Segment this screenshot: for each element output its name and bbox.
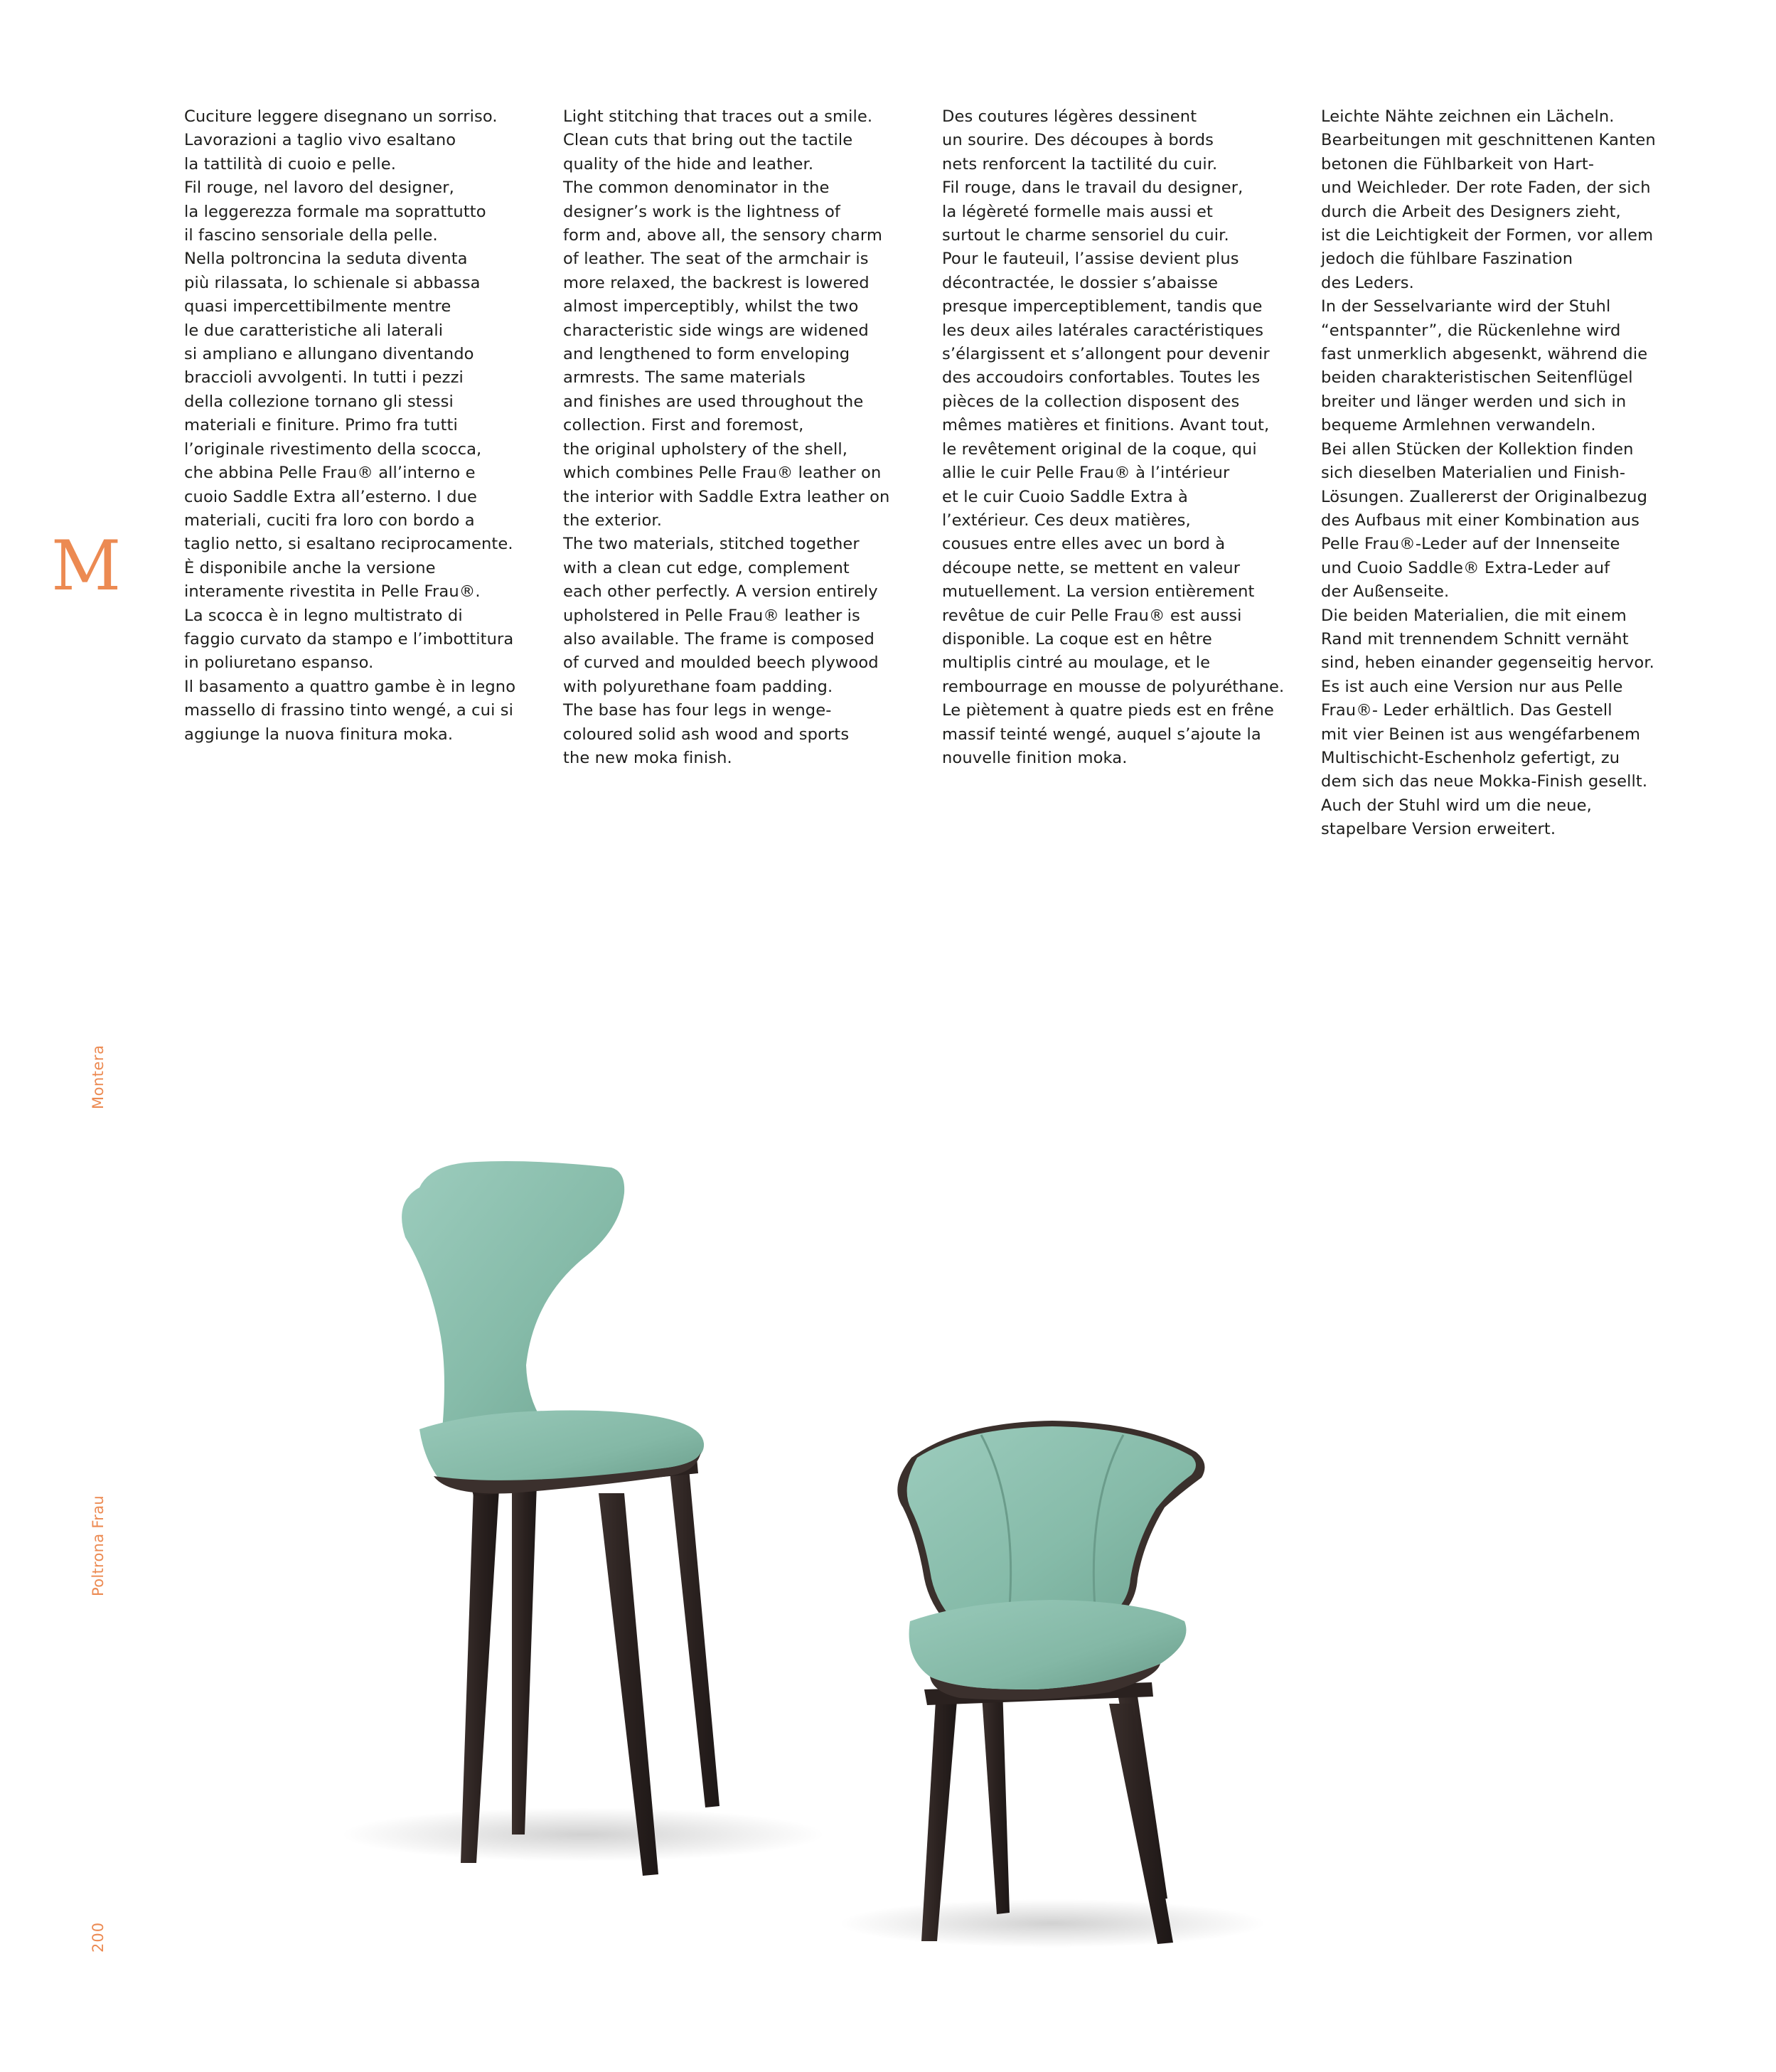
- text-line: of curved and moulded beech plywood: [563, 653, 879, 673]
- text-line: der Außenseite.: [1321, 582, 1450, 602]
- text-line: Nella poltroncina la seduta diventa: [184, 250, 468, 269]
- text-line: des Aufbaus mit einer Kombination aus: [1321, 511, 1639, 530]
- text-line: che abbina Pelle Frau® all’interno e: [184, 464, 476, 483]
- text-line: quality of the hide and leather.: [563, 154, 814, 173]
- text-line: the exterior.: [563, 511, 662, 530]
- text-line: durch die Arbeit des Designers zieht,: [1321, 202, 1621, 221]
- text-line: the new moka finish.: [563, 748, 732, 767]
- text-line: Des coutures légères dessinent: [942, 107, 1197, 126]
- text-line: breiter und länger werden und sich in: [1321, 392, 1627, 411]
- text-line: surtout le charme sensoriel du cuir.: [942, 226, 1229, 245]
- text-line: Lavorazioni a taglio vivo esaltano: [184, 131, 456, 150]
- text-line: découpe nette, se mettent en valeur: [942, 558, 1241, 577]
- text-line: più rilassata, lo schienale si abbassa: [184, 273, 481, 292]
- chair-leg: [461, 1488, 499, 1863]
- text-line: mit vier Beinen ist aus wengéfarbenem: [1321, 725, 1641, 744]
- text-line: which combines Pelle Frau® leather on: [563, 464, 882, 483]
- text-line: le revêtement original de la coque, qui: [942, 439, 1257, 459]
- text-line: presque imperceptiblement, tandis que: [942, 297, 1263, 316]
- text-line: Rand mit trennendem Schnitt vernäht: [1321, 629, 1629, 648]
- text-line: massif teinté wengé, auquel s’ajoute la: [942, 725, 1261, 744]
- text-line: with a clean cut edge, complement: [563, 558, 850, 577]
- text-line: and finishes are used throughout the: [563, 392, 864, 411]
- text-line: il fascino sensoriale della pelle.: [184, 226, 438, 245]
- text-line: Die beiden Materialien, die mit einem: [1321, 606, 1627, 625]
- text-line: les deux ailes latérales caractéristiques: [942, 321, 1264, 340]
- italian-text-column: [184, 105, 534, 747]
- text-line: La scocca è in legno multistrato di: [184, 606, 463, 625]
- text-line: quasi impercettibilmente mentre: [184, 297, 451, 316]
- collection-name-label: Montera: [90, 1045, 107, 1109]
- text-line: In der Sesselvariante wird der Stuhl: [1321, 297, 1611, 316]
- text-line: sich dieselben Materialien und Finish-: [1321, 464, 1626, 483]
- text-line: “entspannter”, die Rückenlehne wird: [1321, 321, 1621, 340]
- french-text-column: [942, 105, 1292, 770]
- text-line: ist die Leichtigkeit der Formen, vor allem: [1321, 226, 1654, 245]
- text-line: taglio netto, si esaltano reciprocamente.: [184, 535, 513, 554]
- text-line: des accoudoirs confortables. Toutes les: [942, 368, 1261, 388]
- text-line: form and, above all, the sensory charm: [563, 226, 882, 245]
- text-line: upholstered in Pelle Frau® leather is: [563, 606, 860, 625]
- text-line: revêtue de cuir Pelle Frau® est aussi: [942, 606, 1242, 625]
- brand-name-label: Poltrona Frau: [90, 1495, 107, 1596]
- text-line: of leather. The seat of the armchair is: [563, 250, 869, 269]
- text-line: Clean cuts that bring out the tactile: [563, 131, 853, 150]
- text-line: Le piètement à quatre pieds est en frêne: [942, 701, 1274, 720]
- text-line: in poliuretano espanso.: [184, 653, 374, 673]
- text-line: fast unmerklich abgesenkt, während die: [1321, 345, 1648, 364]
- text-line: allie le cuir Pelle Frau® à l’intérieur: [942, 464, 1230, 483]
- text-line: sind, heben einander gegenseitig hervor.: [1321, 653, 1654, 673]
- text-line: si ampliano e allungano diventando: [184, 345, 474, 364]
- text-line: Bei allen Stücken der Kollektion finden: [1321, 439, 1634, 459]
- armchair-leg: [981, 1685, 1010, 1914]
- text-line: nets renforcent la tactilité du cuir.: [942, 154, 1218, 173]
- text-line: mutuellement. La version entièrement: [942, 582, 1255, 602]
- text-line: und Weichleder. Der rote Faden, der sich: [1321, 178, 1651, 198]
- text-line: Lösungen. Zuallererst der Originalbezug: [1321, 487, 1648, 506]
- product-photo: [299, 1123, 1521, 1955]
- text-line: faggio curvato da stampo e l’imbottitura: [184, 629, 514, 648]
- text-line: interamente rivestita in Pelle Frau®.: [184, 582, 481, 602]
- text-line: stapelbare Version erweitert.: [1321, 820, 1556, 839]
- text-line: È disponibile anche la versione: [184, 558, 436, 577]
- text-line: un sourire. Des découpes à bords: [942, 131, 1214, 150]
- text-line: della collezione tornano gli stessi: [184, 392, 454, 411]
- text-line: collection. First and foremost,: [563, 416, 804, 435]
- text-line: The base has four legs in wenge-: [563, 701, 832, 720]
- text-line: bequeme Armlehnen verwandeln.: [1321, 416, 1596, 435]
- text-line: s’élargissent et s’allongent pour devenir: [942, 345, 1270, 364]
- text-line: each other perfectly. A version entirely: [563, 582, 878, 602]
- text-line: und Cuoio Saddle® Extra-Leder auf: [1321, 558, 1610, 577]
- text-line: designer’s work is the lightness of: [563, 202, 840, 221]
- english-text-column: [563, 105, 913, 770]
- text-line: coloured solid ash wood and sports: [563, 725, 850, 744]
- chair-backrest: [402, 1161, 624, 1443]
- text-line: Pour le fauteuil, l’assise devient plus: [942, 250, 1239, 269]
- text-line: aggiunge la nuova finitura moka.: [184, 725, 454, 744]
- chair-leg: [512, 1463, 537, 1835]
- text-line: le due caratteristiche ali laterali: [184, 321, 444, 340]
- text-line: the interior with Saddle Extra leather on: [563, 487, 890, 506]
- text-line: la légèreté formelle mais aussi et: [942, 202, 1213, 221]
- text-line: and lengthened to form enveloping: [563, 345, 850, 364]
- text-line: Il basamento a quattro gambe è in legno: [184, 677, 516, 696]
- text-line: also available. The frame is composed: [563, 629, 874, 648]
- text-line: The two materials, stitched together: [563, 535, 860, 554]
- text-line: almost imperceptibly, whilst the two: [563, 297, 859, 316]
- montera-armchair: [897, 1421, 1204, 1944]
- text-line: l’originale rivestimento della scocca,: [184, 439, 482, 459]
- text-line: Bearbeitungen mit geschnittenen Kanten: [1321, 131, 1656, 150]
- text-line: l’extérieur. Ces deux matières,: [942, 511, 1191, 530]
- text-line: la tattilità di cuoio e pelle.: [184, 154, 397, 173]
- text-line: Es ist auch eine Version nur aus Pelle: [1321, 677, 1623, 696]
- text-line: des Leders.: [1321, 273, 1414, 292]
- text-line: Light stitching that traces out a smile.: [563, 107, 873, 126]
- montera-chair: [402, 1161, 720, 1876]
- text-line: Frau®- Leder erhältlich. Das Gestell: [1321, 701, 1612, 720]
- text-line: beiden charakteristischen Seitenflügel: [1321, 368, 1633, 388]
- text-line: disponible. La coque est en hêtre: [942, 629, 1212, 648]
- text-line: la leggerezza formale ma soprattutto: [184, 202, 486, 221]
- text-line: Cuciture leggere disegnano un sorriso.: [184, 107, 498, 126]
- text-line: Auch der Stuhl wird um die neue,: [1321, 796, 1592, 815]
- text-line: Pelle Frau®-Leder auf der Innenseite: [1321, 535, 1620, 554]
- text-line: betonen die Fühlbarkeit von Hart-: [1321, 154, 1595, 173]
- text-line: more relaxed, the backrest is lowered: [563, 273, 870, 292]
- text-line: nouvelle finition moka.: [942, 748, 1128, 767]
- chair-shadow: [341, 1807, 825, 1862]
- text-line: armrests. The same materials: [563, 368, 806, 388]
- text-line: décontractée, le dossier s’abaisse: [942, 273, 1219, 292]
- text-line: with polyurethane foam padding.: [563, 677, 833, 696]
- text-line: jedoch die fühlbare Faszination: [1321, 250, 1573, 269]
- page-number: 200: [90, 1921, 107, 1953]
- text-line: et le cuir Cuoio Saddle Extra à: [942, 487, 1188, 506]
- text-line: mêmes matières et finitions. Avant tout,: [942, 416, 1270, 435]
- text-line: materiali e finiture. Primo fra tutti: [184, 416, 458, 435]
- text-line: Fil rouge, dans le travail du designer,: [942, 178, 1243, 198]
- text-line: the original upholstery of the shell,: [563, 439, 847, 459]
- text-line: characteristic side wings are widened: [563, 321, 869, 340]
- text-line: dem sich das neue Mokka-Finish gesellt.: [1321, 772, 1648, 791]
- text-line: multiplis cintré au moulage, et le: [942, 653, 1211, 673]
- text-line: The common denominator in the: [563, 178, 830, 198]
- collection-initial: M: [51, 526, 120, 606]
- text-line: Leichte Nähte zeichnen ein Lächeln.: [1321, 107, 1615, 126]
- text-line: materiali, cuciti fra loro con bordo a: [184, 511, 475, 530]
- text-line: Fil rouge, nel lavoro del designer,: [184, 178, 454, 198]
- chair-leg: [668, 1458, 720, 1807]
- german-text-column: [1321, 105, 1671, 842]
- text-line: cousues entre elles avec un bord à: [942, 535, 1226, 554]
- text-line: pièces de la collection disposent des: [942, 392, 1240, 411]
- text-line: braccioli avvolgenti. In tutti i pezzi: [184, 368, 464, 388]
- text-line: cuoio Saddle Extra all’esterno. I due: [184, 487, 478, 506]
- text-line: massello di frassino tinto wengé, a cui si: [184, 701, 513, 720]
- chair-shadow: [839, 1899, 1266, 1948]
- text-line: Multischicht-Eschenholz gefertigt, zu: [1321, 748, 1620, 767]
- text-line: rembourrage en mousse de polyuréthane.: [942, 677, 1285, 696]
